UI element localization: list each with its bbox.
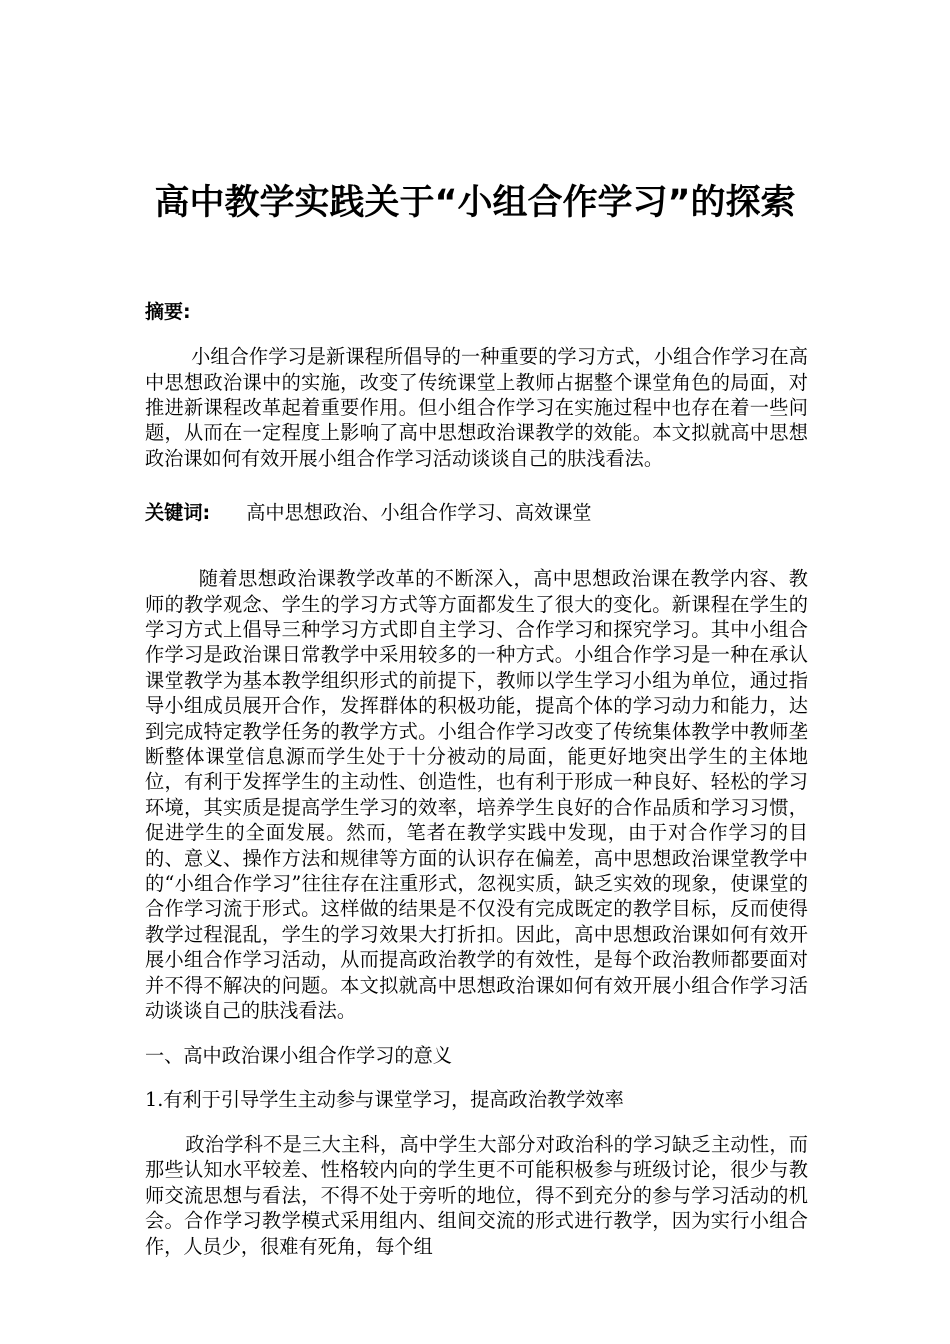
keywords-label: 关键词: [145, 501, 211, 524]
abstract-paragraph: 小组合作学习是新课程所倡导的一种重要的学习方式，小组合作学习在高中思想政治课中的实施，改变了传统课堂上教师占据整个课堂角色的局面，对推进新课程改革起着重要作用。但小组合作学习在实施过程中也存在着一些问题，从而在一定程度上影响了高中思想政治课教学的效能。本文拟就高中思想政治课如何有效开展小组合作学习活动谈谈自己的肤浅看法。 [145, 345, 808, 470]
section-heading: 一、高中政治课小组合作学习的意义 [145, 1043, 452, 1067]
keywords-value: 高中思想政治、小组合作学习、高效课堂 [246, 501, 592, 524]
abstract-section [145, 325, 808, 490]
subsection-heading: 1.有利于引导学生主动参与课堂学习，提高政治教学效率 [145, 1088, 624, 1112]
keywords-line [145, 500, 808, 526]
abstract-label: 摘要: [145, 301, 191, 323]
main-body [145, 547, 808, 1278]
document-title: 高中教学实践关于“小组合作学习”的探索 [154, 183, 796, 223]
subsection-paragraph: 政治学科不是三大主科，高中学生大部分对政治科的学习缺乏主动性，而那些认知水平较差、性格较内向的学生更不可能积极参与班级讨论，很少与教师交流思想与看法，不得不处于旁听的地位，得不到充分的参与学习活动的机会。合作学习教学模式采用组内、组间交流的形式进行教学，因为实行小组合作，人员少，很难有死角，每个组 [145, 1132, 808, 1258]
intro-paragraph: 随着思想政治课教学改革的不断深入，高中思想政治课在教学内容、教师的教学观念、学生的学习方式等方面都发生了很大的变化。新课程在学生的学习方式上倡导三种学习方式即自主学习、合作学习和探究学习。其中小组合作学习是政治课日常教学中采用较多的一种方式。小组合作学习是一种在承认课堂教学为基本教学组织形式的前提下，教师以学生学习小组为单位，通过指导小组成员展开合作，发挥群体的积极功能，提高个体的学习动力和能力，达到完成特定教学任务的教学方式。小组合作学习改变了传统集体教学中教师垄断整体课堂信息源而学生处于十分被动的局面，能更好地突出学生的主体地位，有利于发挥学生的主动性、创造性，也有利于形成一种良好、轻松的学习环境，其实质是提高学生学习的效率，培养学生良好的合作品质和学习习惯，促进学生的全面发展。然而，笔者在教学实践中发现，由于对合作学习的目的、意义、操作方法和规律等方面的认识存在偏差，高中思想政治课堂教学中的“小组合作学习”往往存在注重形式，忽视实质，缺乏实效的现象，使课堂的合作学习流于形式。这样做的结果是不仅没有完成既定的教学目标，反而使得教学过程混乱，学生的学习效果大打折扣。因此，高中思想政治课如何有效开展小组合作学习活动，从而提高政治教学的有效性，是每个政治教师都要面对并不得不解决的问题。本文拟就高中思想政治课如何有效开展小组合作学习活动谈谈自己的肤浅看法。 [145, 567, 808, 1023]
